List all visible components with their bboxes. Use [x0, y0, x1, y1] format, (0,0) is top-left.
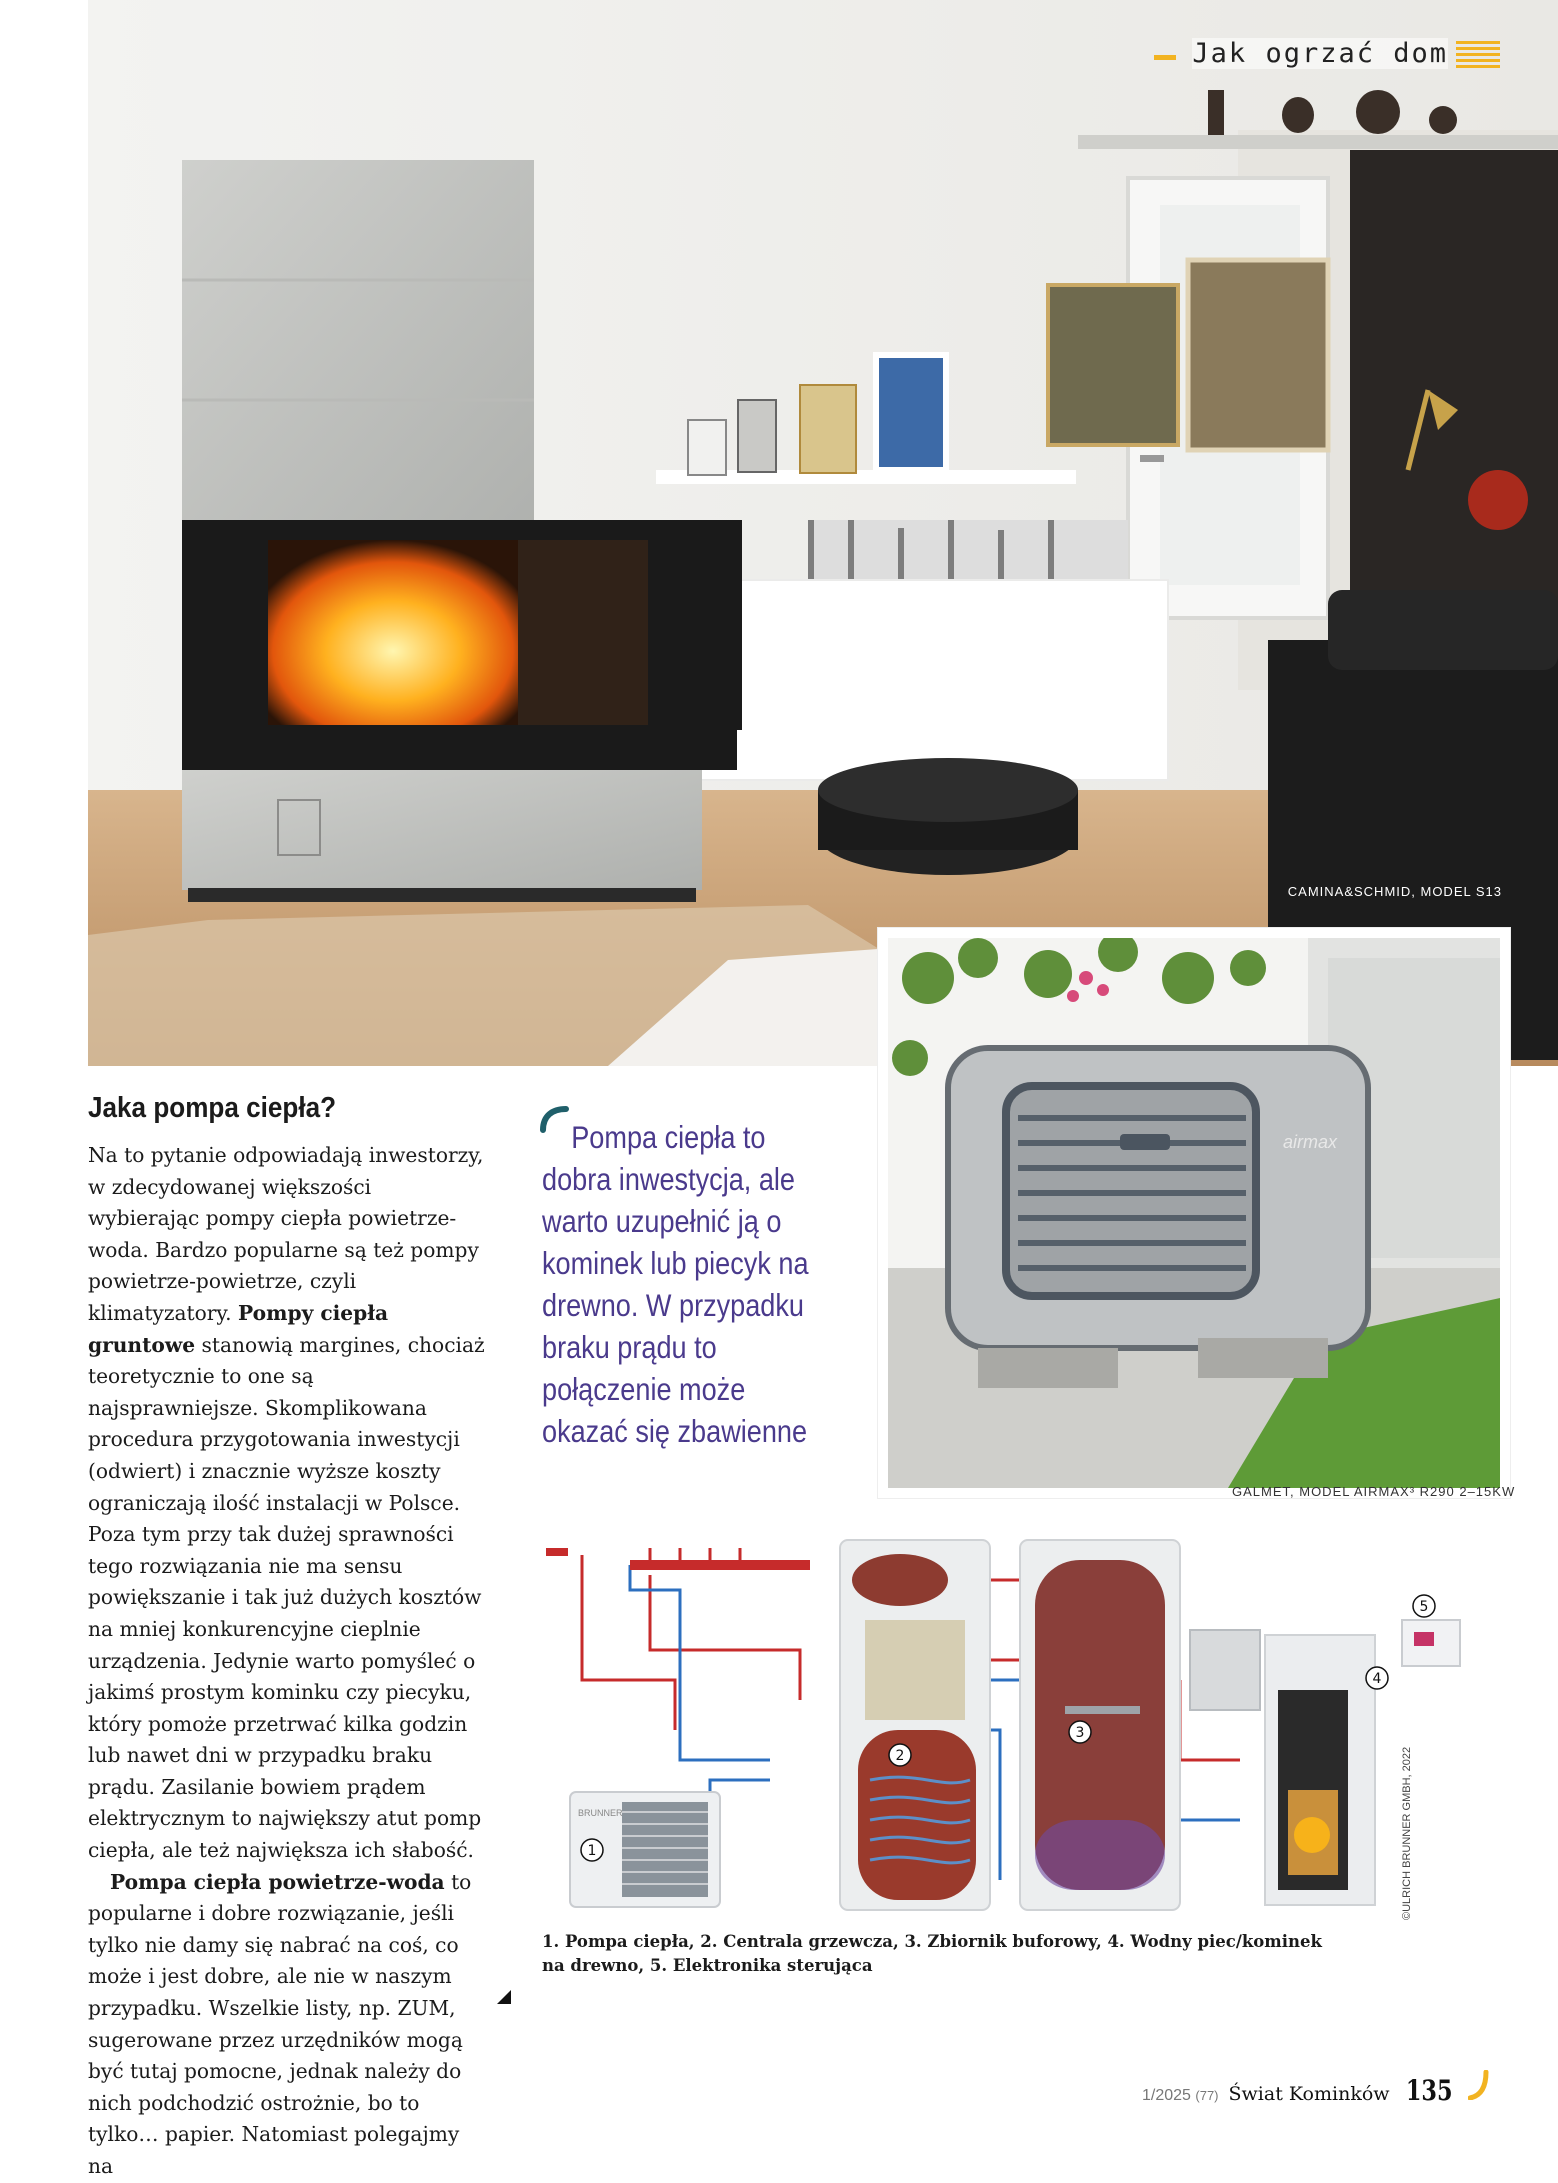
- page-number: 135: [1405, 2074, 1453, 2107]
- article-paragraph-2: Pompa ciepła powietrze-woda to popularne i dobre rozwiązanie, jeśli tylko nie damy się nabrać na coś, co może i jest dobre, ale nie w naszym przypadku. Wszelkie listy, np. ZUM, sugerowane przez urzędników mogą być tutaj pomocne, jednak należy do nich podchodzić ostrożnie, bo to tylko… papier. Natomiast polegajmy na: [88, 1869, 472, 2178]
- accent-stripes-icon: [1456, 40, 1500, 68]
- diagram-credit: ©ULRICH BRUNNER GMBH, 2022: [1401, 1746, 1413, 1920]
- section-header: [1192, 38, 1500, 69]
- corner-accent-icon: [1468, 2070, 1490, 2100]
- hero-photo-credit: CAMINA&SCHMID, MODEL S13: [1287, 884, 1502, 899]
- marker-1: 1: [587, 1843, 597, 1859]
- marker-4: 4: [1372, 1671, 1382, 1687]
- magazine-name: Świat Kominków: [1228, 2083, 1390, 2105]
- pump-photo-credit: GALMET, MODEL AIRMAX³ R290 2–15KW: [1232, 1484, 1516, 1499]
- article-heading: Jaka pompa ciepła?: [88, 1092, 337, 1124]
- living-room-fireplace-illustration: [88, 0, 1558, 1066]
- marker-3: 3: [1075, 1725, 1085, 1741]
- accent-bar: [1154, 55, 1176, 60]
- bold-phrase-air-water: Pompa ciepła powietrze-woda: [110, 1869, 445, 1894]
- heat-pump-unit-illustration: [888, 938, 1500, 1488]
- article-paragraph-1: Na to pytanie odpowiadają inwestorzy, w zdecydowanej większości wybierając pompy ciepła powietrze-woda. Bardzo popularne są też pompy powietrze-powietrze, czyli klimatyzatory. Pompy ciepła gruntowe stanowią margines, chociaż teoretycznie to one są najsprawniejsze. Skomplikowana procedura przygotowania inwestycji (odwiert) i znacznie wyższe koszty ograniczają ilość instalacji w Polsce. Poza tym przy tak dużej sprawności tego rozwiązania nie ma sensu powiększanie i tak już dużych kosztów na mniej konkurencyjne cieplnie urządzenia. Jedynie warto pomyśleć o jakimś prostym kominku czy piecyku, który pomoże przetrwać kilka godzin lub nawet dni w przypadku braku prądu. Zasilanie bowiem prądem elektrycznym to największy atut pomp ciepła, ale też największa ich słabość.: [88, 1143, 485, 1863]
- heating-system-diagram: [540, 1520, 1480, 1930]
- marker-2: 2: [895, 1748, 905, 1764]
- heat-pump-photo: [878, 928, 1510, 1498]
- marker-5: 5: [1419, 1599, 1429, 1615]
- diagram-caption: 1. Pompa ciepła, 2. Centrala grzewcza, 3. Zbiornik buforowy, 4. Wodny piec/kominek na drewno, 5. Elektronika sterująca: [542, 1932, 1322, 1975]
- continue-arrow-icon: [497, 1990, 511, 2004]
- hero-photo: [88, 0, 1558, 1066]
- pull-quote: [542, 1116, 817, 1452]
- page-footer: [1142, 2070, 1490, 2107]
- unit-brand-label: BRUNNER: [578, 1808, 623, 1818]
- article-body: [88, 1140, 486, 2183]
- pull-quote-text: Pompa ciepła to dobra inwestycja, ale warto uzupełnić ją o kominek lub piecyk na drewno. W przypadku braku prądu to połączenie może okazać się zbawienne: [542, 1119, 809, 1449]
- issue-info: 1/2025 (77): [1142, 2087, 1219, 2104]
- section-label: Jak ogrzać dom: [1192, 38, 1448, 69]
- bold-phrase-ground-pumps: Pompy ciepła gruntowe: [88, 1300, 389, 1357]
- pump-brand-label: airmax: [1283, 1132, 1338, 1152]
- heating-system-schematic: [540, 1520, 1480, 1930]
